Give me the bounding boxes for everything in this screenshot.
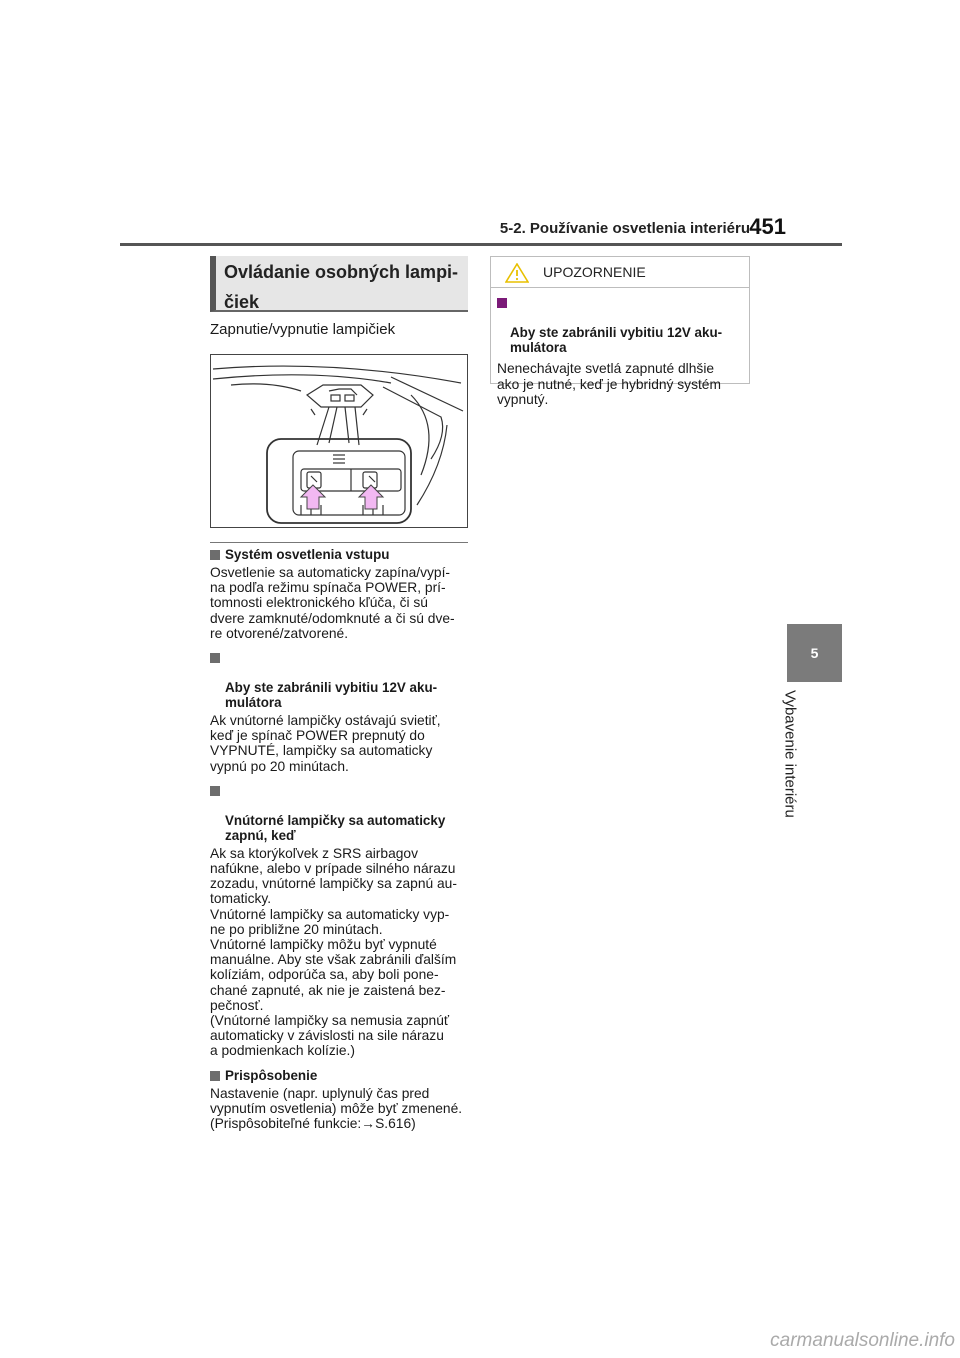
bullet-square-icon	[210, 786, 220, 796]
note-body: Nastavenie (napr. uplynulý čas pred vypnutím osvetlenia) môže byť zmenené. (Prispôsobiteľné funkcie:→S.616)	[210, 1085, 463, 1132]
note-auto-on	[210, 783, 472, 1059]
note-title-text: Vnútorné lampičky sa automaticky zapnú, keď	[225, 812, 446, 843]
personal-lights-illustration	[210, 354, 468, 528]
note-title	[210, 650, 472, 710]
illustration-caption: Zapnutie/vypnutie lampičiek	[210, 321, 396, 338]
warning-box	[490, 256, 750, 407]
divider	[210, 542, 468, 543]
note-title-text: Aby ste zabránili vybitiu 12V aku- mulátora	[225, 680, 438, 711]
note-title-text: Prispôsobenie	[225, 1067, 318, 1083]
header-section-title: 5-2. Používanie osvetlenia interiéru	[499, 220, 750, 237]
note-entry-system	[210, 547, 472, 641]
warning-body: Nenechávajte svetlá zapnuté dlhšie ako je nutné, keď je hybridný systém vypnutý.	[497, 361, 721, 407]
section-heading-line1: Ovládanie osobných lampi-	[224, 262, 459, 282]
note-customization	[210, 1068, 472, 1132]
warning-label: UPOZORNENIE	[543, 264, 646, 280]
bullet-square-icon	[210, 550, 220, 560]
section-heading	[210, 256, 468, 312]
note-title	[210, 547, 472, 562]
note-title	[210, 1068, 472, 1083]
notes-list	[210, 547, 472, 1140]
warning-subtitle	[497, 295, 743, 355]
warning-subtitle-text: Aby ste zabránili vybitiu 12V aku- mulátora	[510, 325, 723, 355]
chapter-tab	[787, 624, 842, 682]
section-heading-line2: čiek	[224, 292, 260, 312]
chapter-label-text: Vybavenie interiéru	[781, 690, 799, 818]
note-title	[210, 783, 472, 843]
note-title-text: Systém osvetlenia vstupu	[225, 547, 390, 562]
bullet-square-icon	[210, 653, 220, 663]
watermark: carmanualsonline.info	[770, 1330, 955, 1351]
warning-triangle-icon	[505, 263, 529, 283]
note-body: Ak vnútorné lampičky ostávajú svietiť, keď je spínač POWER prepnutý do VYPNUTÉ, lampičky sa automaticky vypnú po 20 minútach.	[210, 713, 441, 774]
note-body: Osvetlenie sa automaticky zapína/vypí- na podľa režimu spínača POWER, prí- tomnosti elektronického kľúča, či sú dvere zamknuté/odomknuté a či sú dve- re otvorené/zatvorené.	[210, 565, 455, 641]
note-body: Ak sa ktorýkoľvek z SRS airbagov nafúkne, alebo v prípade silného nárazu zozadu, vnútorné lampičky sa zapnú au- tomaticky. Vnútorné lampičky sa automaticky vyp- ne po približne 20 minútach. Vnútorné lampičky môžu byť vypnuté manuálne. Aby ste však zabránili ďalším kolíziám, odporúča sa, aby boli pone- chané zapnuté, ak nie je zaistená bez- pečnosť. (Vnútorné lampičky sa nemusia zapnúť automaticky v závislosti na sile nárazu a podmienkach kolízie.)	[210, 845, 457, 1059]
header-rule	[120, 243, 842, 246]
warning-header	[491, 257, 749, 288]
chapter-label	[770, 690, 810, 870]
chapter-number: 5	[810, 645, 819, 661]
bullet-square-icon	[210, 1071, 220, 1081]
bullet-square-icon	[497, 298, 507, 308]
page-number: 451	[749, 214, 786, 239]
overhead-console-drawing	[211, 355, 467, 527]
note-battery	[210, 650, 472, 774]
